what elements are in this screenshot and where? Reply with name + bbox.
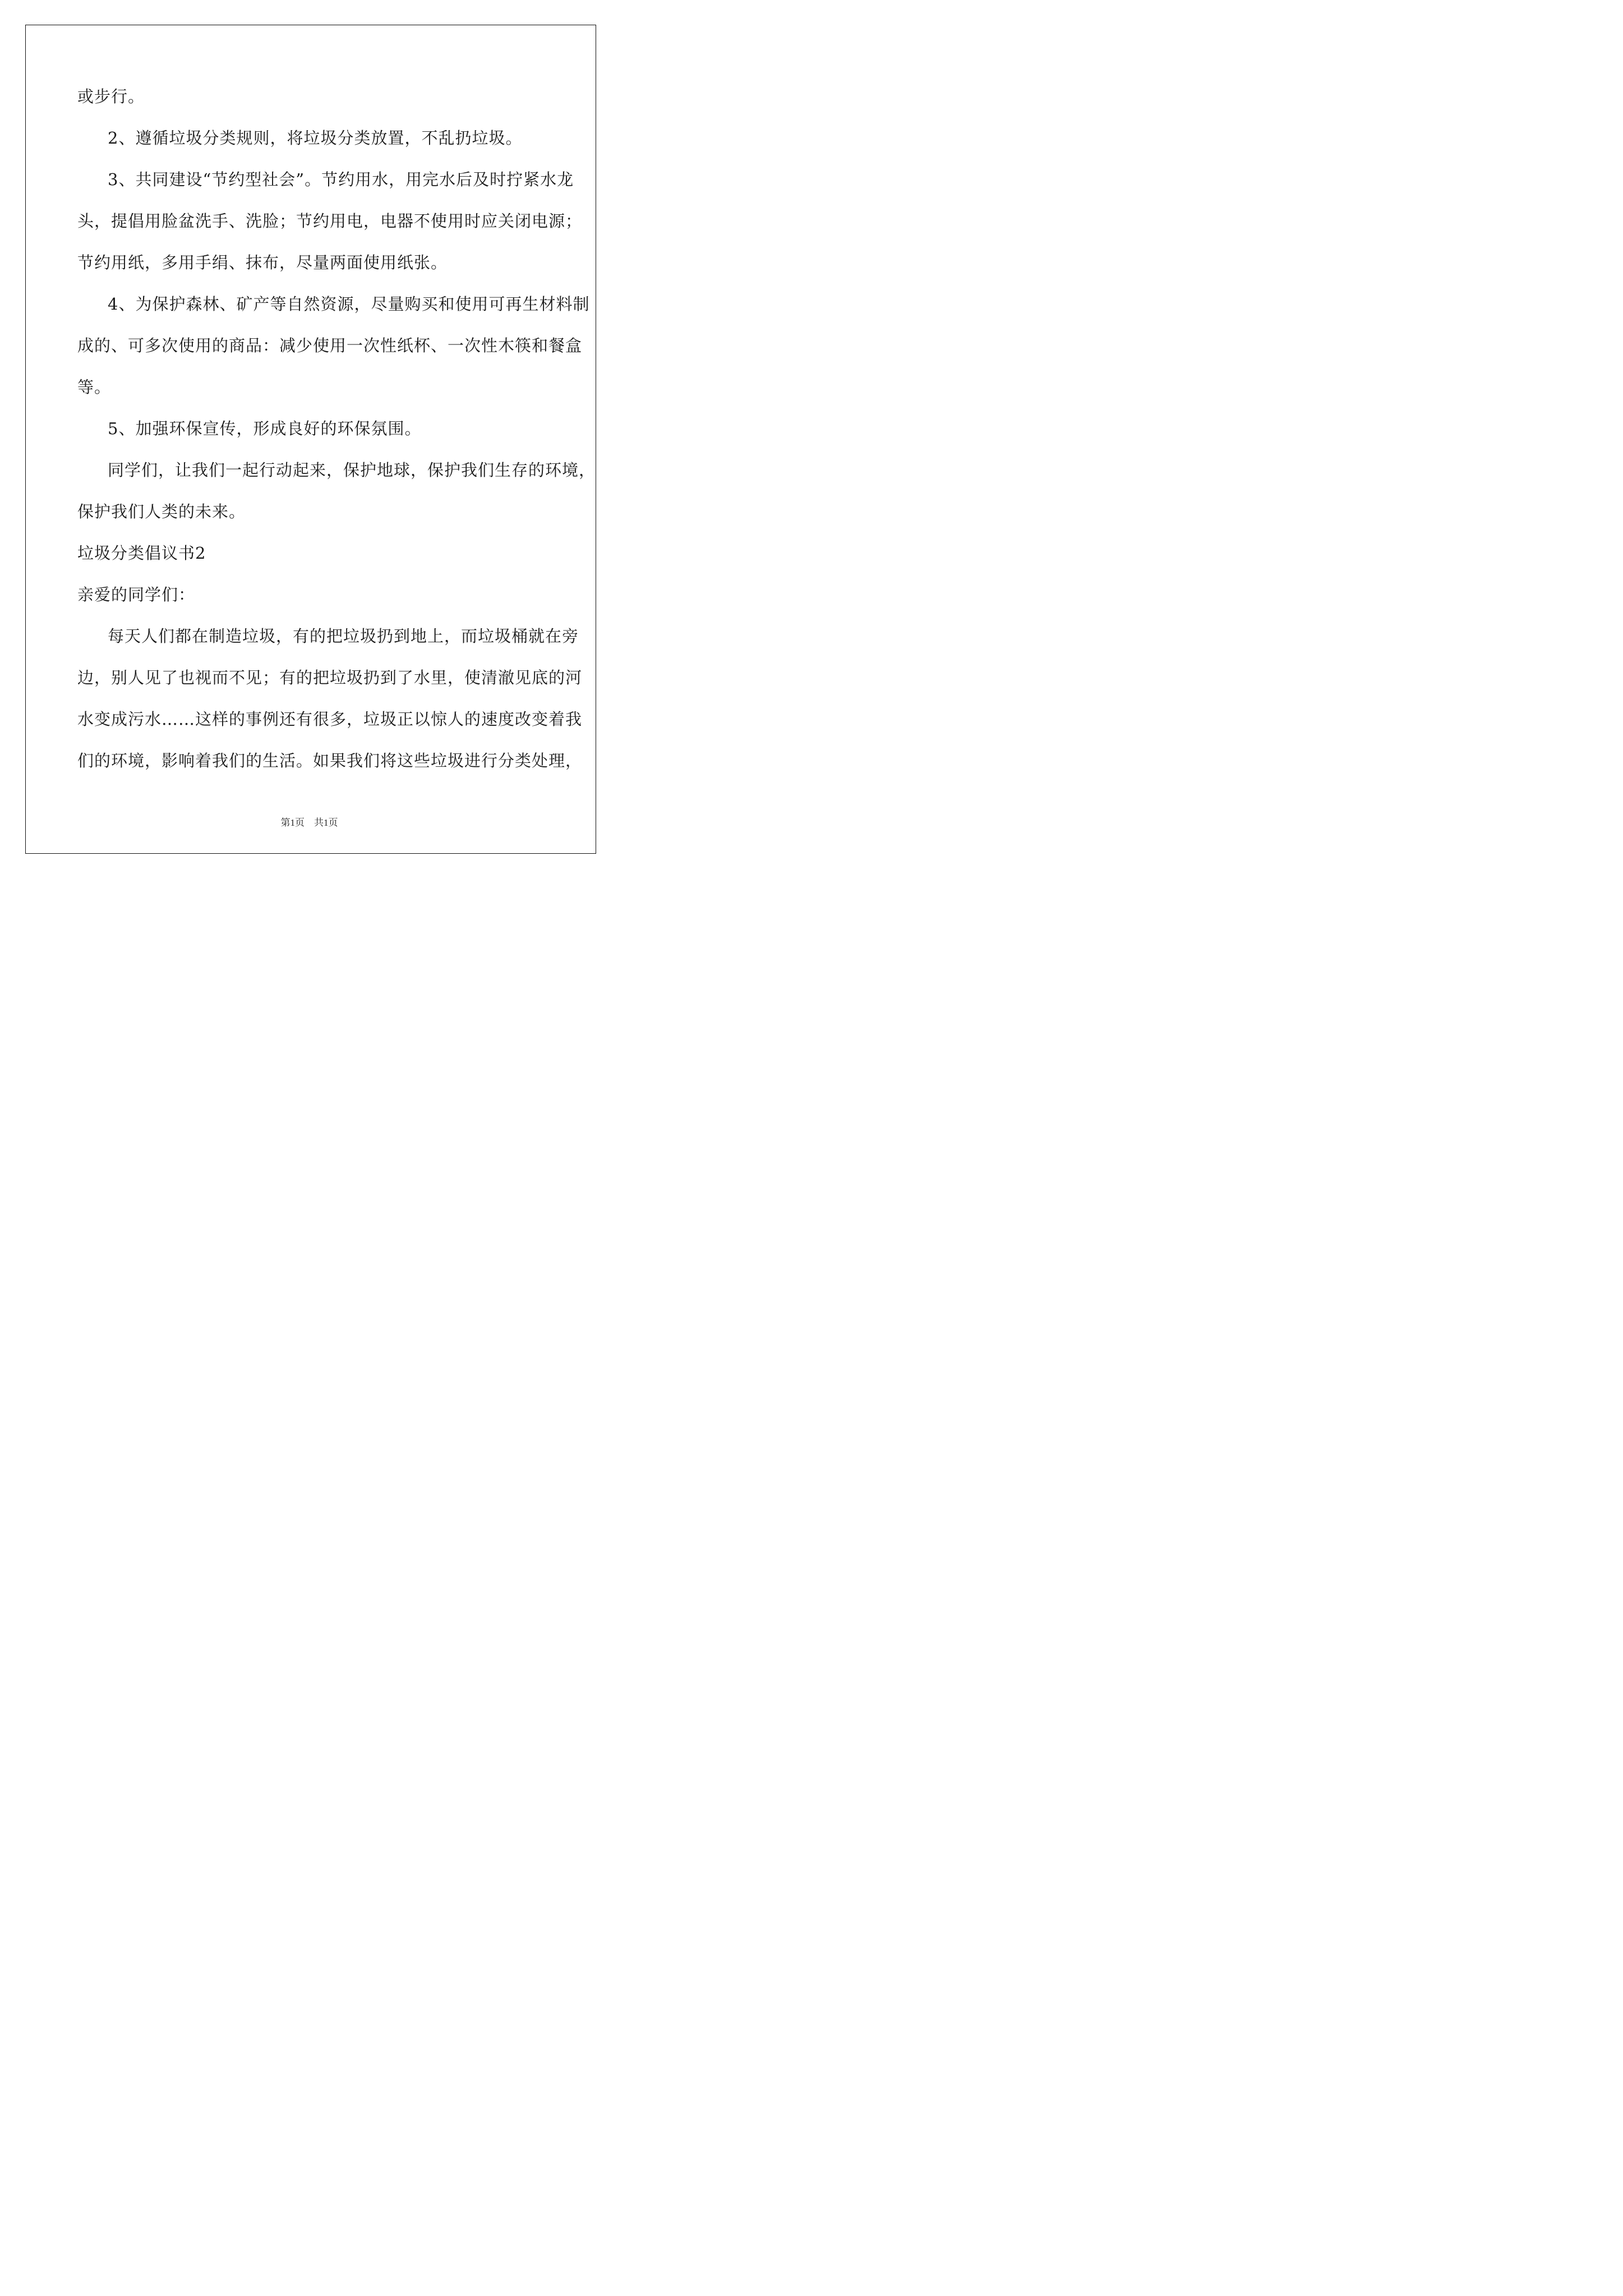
text-line: 边，别人见了也视而不见；有的把垃圾扔到了水里，使清澈见底的河 (77, 668, 583, 687)
text-line: 成的、可多次使用的商品：减少使用一次性纸杯、一次性木筷和餐盒 (77, 336, 583, 355)
text-line: 水变成污水……这样的事例还有很多，垃圾正以惊人的速度改变着我 (77, 710, 583, 729)
text-line: 4、为保护森林、矿产等自然资源，尽量购买和使用可再生材料制 (108, 295, 590, 314)
text-line: 每天人们都在制造垃圾，有的把垃圾扔到地上，而垃圾桶就在旁 (108, 627, 579, 646)
text-line: 同学们，让我们一起行动起来，保护地球，保护我们生存的环境， (108, 461, 596, 480)
text-line: 3、共同建设“节约型社会”。节约用水，用完水后及时拧紧水龙 (108, 170, 574, 189)
text-line: 等。 (77, 378, 112, 397)
text-line: 2、遵循垃圾分类规则，将垃圾分类放置，不乱扔垃圾。 (108, 128, 523, 148)
text-line: 5、加强环保宣传，形成良好的环保氛围。 (108, 419, 422, 438)
text-line: 们的环境，影响着我们的生活。如果我们将这些垃圾进行分类处理， (77, 751, 583, 770)
text-line: 或步行。 (77, 87, 145, 106)
section-heading: 垃圾分类倡议书2 (77, 544, 206, 563)
text-line: 头，提倡用脸盆洗手、洗脸；节约用电，电器不使用时应关闭电源； (77, 211, 583, 231)
text-line: 保护我们人类的未来。 (77, 502, 246, 521)
page-number: 第1页 共1页 (280, 817, 338, 828)
salutation: 亲爱的同学们： (77, 585, 196, 604)
text-line: 节约用纸，多用手绢、抹布，尽量两面使用纸张。 (77, 253, 448, 272)
